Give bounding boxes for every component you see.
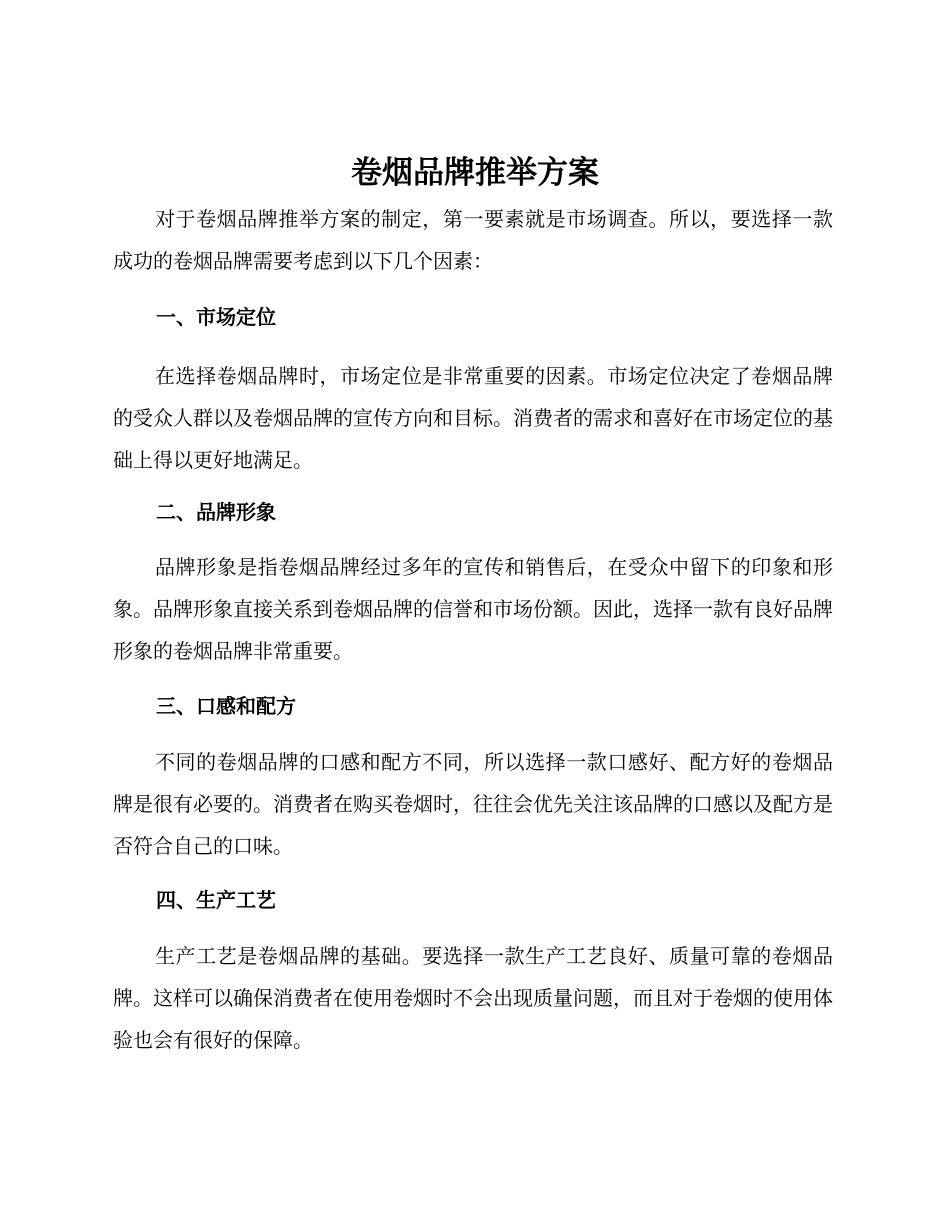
section-heading-brand-image: 二、品牌形象 (156, 500, 276, 524)
section-heading-taste-and-formula: 三、口感和配方 (156, 694, 296, 718)
document-title: 卷烟品牌推举方案 (351, 155, 599, 191)
section-heading-production-process: 四、生产工艺 (156, 888, 276, 912)
section-body-market-positioning: 在选择卷烟品牌时，市场定位是非常重要的因素。市场定位决定了卷烟品牌的受众人群以及卷烟品牌的宣传方向和目标。消费者的需求和喜好在市场定位的基础上得以更好地满足。 (113, 364, 833, 472)
section-body-production-process: 生产工艺是卷烟品牌的基础。要选择一款生产工艺良好、质量可靠的卷烟品牌。这样可以确保消费者在使用卷烟时不会出现质量问题，而且对于卷烟的使用体验也会有很好的保障。 (113, 944, 833, 1052)
intro-paragraph: 对于卷烟品牌推举方案的制定，第一要素就是市场调查。所以，要选择一款成功的卷烟品牌需要考虑到以下几个因素： (113, 207, 833, 273)
section-heading-market-positioning: 一、市场定位 (156, 305, 276, 329)
section-body-brand-image: 品牌形象是指卷烟品牌经过多年的宣传和销售后，在受众中留下的印象和形象。品牌形象直接关系到卷烟品牌的信誉和市场份额。因此，选择一款有良好品牌形象的卷烟品牌非常重要。 (113, 555, 833, 663)
section-body-taste-and-formula: 不同的卷烟品牌的口感和配方不同，所以选择一款口感好、配方好的卷烟品牌是很有必要的。消费者在购买卷烟时，往往会优先关注该品牌的口感以及配方是否符合自己的口味。 (113, 750, 833, 858)
